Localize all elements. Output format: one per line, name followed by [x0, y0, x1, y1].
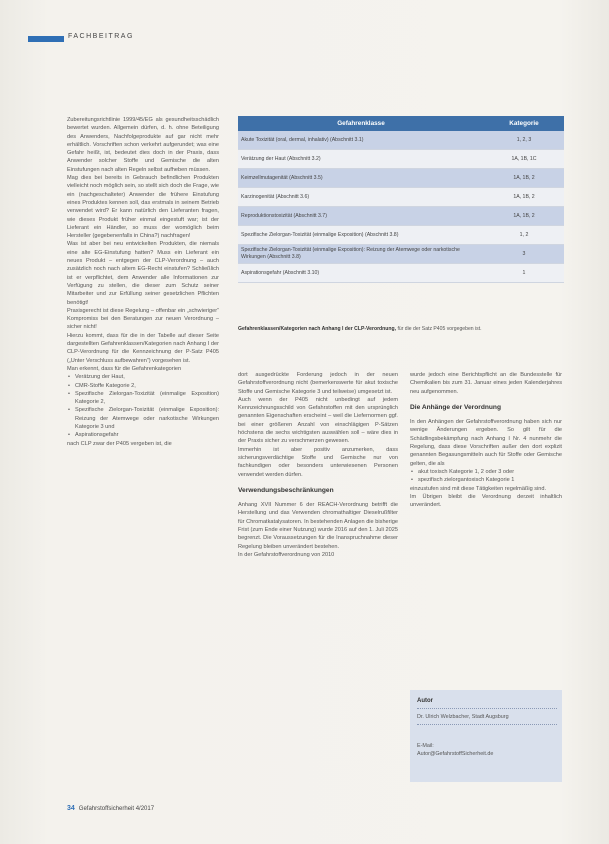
list-item: • spezifisch zielorgantoxisch Kategorie 1 — [418, 476, 562, 484]
list-item: • Spezifische Zielorgan-Toxizität (einmalige Exposition): Reizung der Atemwege oder narkotische Wirkungen Kategorie 3 und — [75, 406, 219, 431]
column-middle — [238, 371, 398, 559]
table-row — [238, 131, 564, 150]
section-heading: Verwendungsbeschränkungen — [238, 486, 334, 494]
header-accent-bar — [28, 36, 64, 42]
paragraph: Mag dies bei bereits in Gebrauch befindlichen Produkten vielleicht noch möglich sein, so stellt sich doch die Frage, wie ein (nachgeschalteter) Anwender die frühere Einstufung eines Produktes kennen soll, das erstmals in seinem Betrieb verwendet wird? Er kann natürlich den Lieferanten fragen, wie dieses Produkt früher einmal eingestuft war; ist der Lieferant ein Händler, so muss der womöglich beim Hersteller (gegebenenfalls in China?) nachfragen! — [67, 175, 219, 240]
table-cell-category: 1A, 1B, 2 — [484, 169, 564, 188]
table-row — [238, 169, 564, 188]
paragraph: Auch wenn der P405 nicht unbedingt auf jedem Kennzeichnungsschild von Gefahrstoffen mit den ursprünglich genannten Eigenschaften erscheint – weil die Liefernormen ggf. bei einer größeren Anzahl von einschlägigen P-Sätzen höchstens die sechs wichtigsten auswählen soll – wäre dies in der Praxis sicher zu verschmerzen gewesen. — [238, 396, 398, 445]
table-cell-category: 1A, 1B, 2 — [484, 207, 564, 226]
paragraph: Anhang XVII Nummer 6 der REACH-Verordnung betrifft die Herstellung und das Verwenden chromathaltiger Dieselrußfilter für Chromatkatalysatoren. In bestehenden Anlagen die bisherige Frist (zum Ende einer Nutzung) wurde 2016 auf den 1. Juli 2025 begrenzt. Die Voraussetzungen für die Inanspruchnahme dieser Regelung bleiben unverändert bestehen. — [238, 502, 398, 550]
table-row — [238, 245, 564, 264]
paragraph: In den Anhängen der Gefahrstoffverordnung haben sich nur wenige Änderungen ergeben. So gilt für die Schädlingsbekämpfung nach Anhang I Nr. 4 nunmehr die Regelung, dass diese Vorschriften außer den dort explizit genannten Begasungsmitteln auch für Stoffe oder Gemische gelten, die als — [410, 419, 562, 467]
divider — [417, 708, 557, 709]
table-cell-category: 1A, 1B, 1C — [484, 150, 564, 169]
table-row — [238, 150, 564, 169]
table-cell-category: 3 — [484, 245, 564, 264]
table-caption-title: Gefahrenklassen/Kategorien nach Anhang I der CLP-Verordnung, — [238, 326, 397, 332]
hazard-list — [67, 373, 219, 439]
table-cell-class: Spezifische Zielorgan-Toxizität (einmalige Exposition): Reizung der Atemwege oder narkotische Wirkungen (Abschnitt 3.8) — [238, 245, 484, 264]
table-caption-text: für die der Satz P405 vorgegeben ist. — [396, 326, 482, 332]
table-cell-class: Spezifische Zielorgan-Toxizität (einmalige Exposition) (Abschnitt 3.8) — [238, 226, 484, 245]
list-item: • Verätzung der Haut, — [75, 373, 219, 381]
table-cell-category: 1, 2 — [484, 226, 564, 245]
table-cell-class: Verätzung der Haut (Abschnitt 3.2) — [238, 150, 484, 169]
column-left — [67, 116, 219, 448]
paragraph: nach CLP zwar der P405 vergeben ist, die — [67, 440, 172, 447]
author-name: Dr. Ulrich Welzbacher, Stadt Augsburg — [417, 714, 509, 720]
list-item: • akut toxisch Kategorie 1, 2 oder 3 oder — [418, 468, 562, 476]
paragraph: In der Gefahrstoffverordnung von 2010 — [238, 551, 335, 558]
paragraph: Immerhin ist aber positiv anzumerken, dass sicherungsverdächtige Stoffe und Gemische nur von fachkundigen oder besonders unterwiesenen Personen verwendet werden dürfen. — [238, 446, 398, 478]
page-number: 34 — [67, 805, 75, 812]
hazard-table — [238, 116, 564, 283]
list-item: • Spezifische Zielorgan-Toxizität (einmalige Exposition) Kategorie 2, — [75, 390, 219, 407]
table-cell-class: Aspirationsgefahr (Abschnitt 3.10) — [238, 264, 484, 283]
table-header-class: Gefahrenklasse — [238, 116, 484, 131]
paragraph: Zubereitungsrichtlinie 1999/45/EG als gesundheitsschädlich bewertet wurden. Allgemein dürfen, d. h. ohne Beteiligung des Anwenders, Nachfolgeprodukte auf gar nicht mehr erhältlich. Vorschriften schon verkehrt aufgerundet; was eine Gefahr heißt, ist, bedeutet dies doch in der Praxis, dass Anwender solcher Stoffe und Gemische die alten Einstufungen nach alten Regeln selbst aufheben müssen. — [67, 117, 219, 173]
list-item: • Aspirationsgefahr — [75, 431, 219, 439]
list-item: • CMR-Stoffe Kategorie 2, — [75, 382, 219, 390]
paragraph: Praxisgerecht ist diese Regelung – offenbar ein „schwieriger“ Kompromiss bei den Beratungen zur neuen Verordnung – sicher nicht! — [67, 307, 219, 331]
author-email[interactable]: Autor@GefahrstoffSicherheit.de — [417, 751, 494, 757]
page-footer — [67, 805, 154, 812]
journal-name: Gefahrstoffsicherheit 4/2017 — [78, 806, 155, 812]
table-cell-class: Akute Toxizität (oral, dermal, inhalativ) (Abschnitt 3.1) — [238, 131, 484, 150]
table-cell-category: 1A, 1B, 2 — [484, 188, 564, 207]
table-row — [238, 264, 564, 283]
author-heading: Autor — [417, 698, 433, 704]
table-row — [238, 226, 564, 245]
paragraph: Hierzu kommt, dass für die in der Tabelle auf dieser Seite dargestellten Gefahrenklassen/Kategorien nach Anhang I der CLP-Verordnung für die Kennzeichnung der P-Satz P405 („Unter Verschluss aufbewahren“) vorgesehen ist. — [67, 332, 219, 364]
section-label: FACHBEITRAG — [68, 33, 134, 40]
table-cell-category: 1, 2, 3 — [484, 131, 564, 150]
paragraph: Man erkennt, dass für die Gefahrenkategorien — [67, 365, 182, 372]
paragraph: einzustufen sind mit diese Tätigkeiten regelmäßig sind. — [410, 485, 547, 492]
table-cell-class: Keimzellmutagenität (Abschnitt 3.5) — [238, 169, 484, 188]
table-caption — [238, 326, 564, 333]
section-heading: Die Anhänge der Verordnung — [410, 403, 501, 411]
table-header-category: Kategorie — [484, 116, 564, 131]
table-cell-category: 1 — [484, 264, 564, 283]
table-cell-class: Reproduktionstoxizität (Abschnitt 3.7) — [238, 207, 484, 226]
table-row — [238, 188, 564, 207]
author-box — [410, 690, 562, 782]
table-row — [238, 207, 564, 226]
paragraph: Was ist aber bei neu entwickelten Produkten, die niemals eine alte EG-Einstufung hatten? Muss ein Lieferant ein neues Produkt – entgegen der CLP-Verordnung – auch zusätzlich noch nach altem EG-Recht einstufen? Schließlich ist er verpflichtet, dem Anwender alle Informationen zur Verfügung zu stellen, die dieser zum Schutz seiner Mitarbeiter und zur Erfüllung seiner gesetzlichen Pflichten benötigt! — [67, 241, 219, 306]
paragraph: dort ausgedrückte Forderung jedoch in der neuen Gefahrstoffverordnung nicht (bemerkenswerte für akut toxische Stoffe und Gemische Kategorie 3 und teilweise) umgesetzt ist. — [238, 372, 398, 395]
column-right — [410, 371, 562, 509]
paragraph: wurde jedoch eine Berichtspflicht an die Bundesstelle für Chemikalien bis zum 31. Januar eines jeden Kalenderjahres neu aufgenommen. — [410, 372, 562, 395]
paragraph: Im Übrigen bleibt die Verordnung derzeit inhaltlich unverändert. — [410, 493, 562, 509]
author-email-label: E-Mail: — [417, 743, 434, 749]
author-contact — [417, 742, 493, 758]
hazard-list — [410, 468, 562, 485]
table-cell-class: Karzinogenität (Abschnitt 3.6) — [238, 188, 484, 207]
divider — [417, 724, 557, 725]
